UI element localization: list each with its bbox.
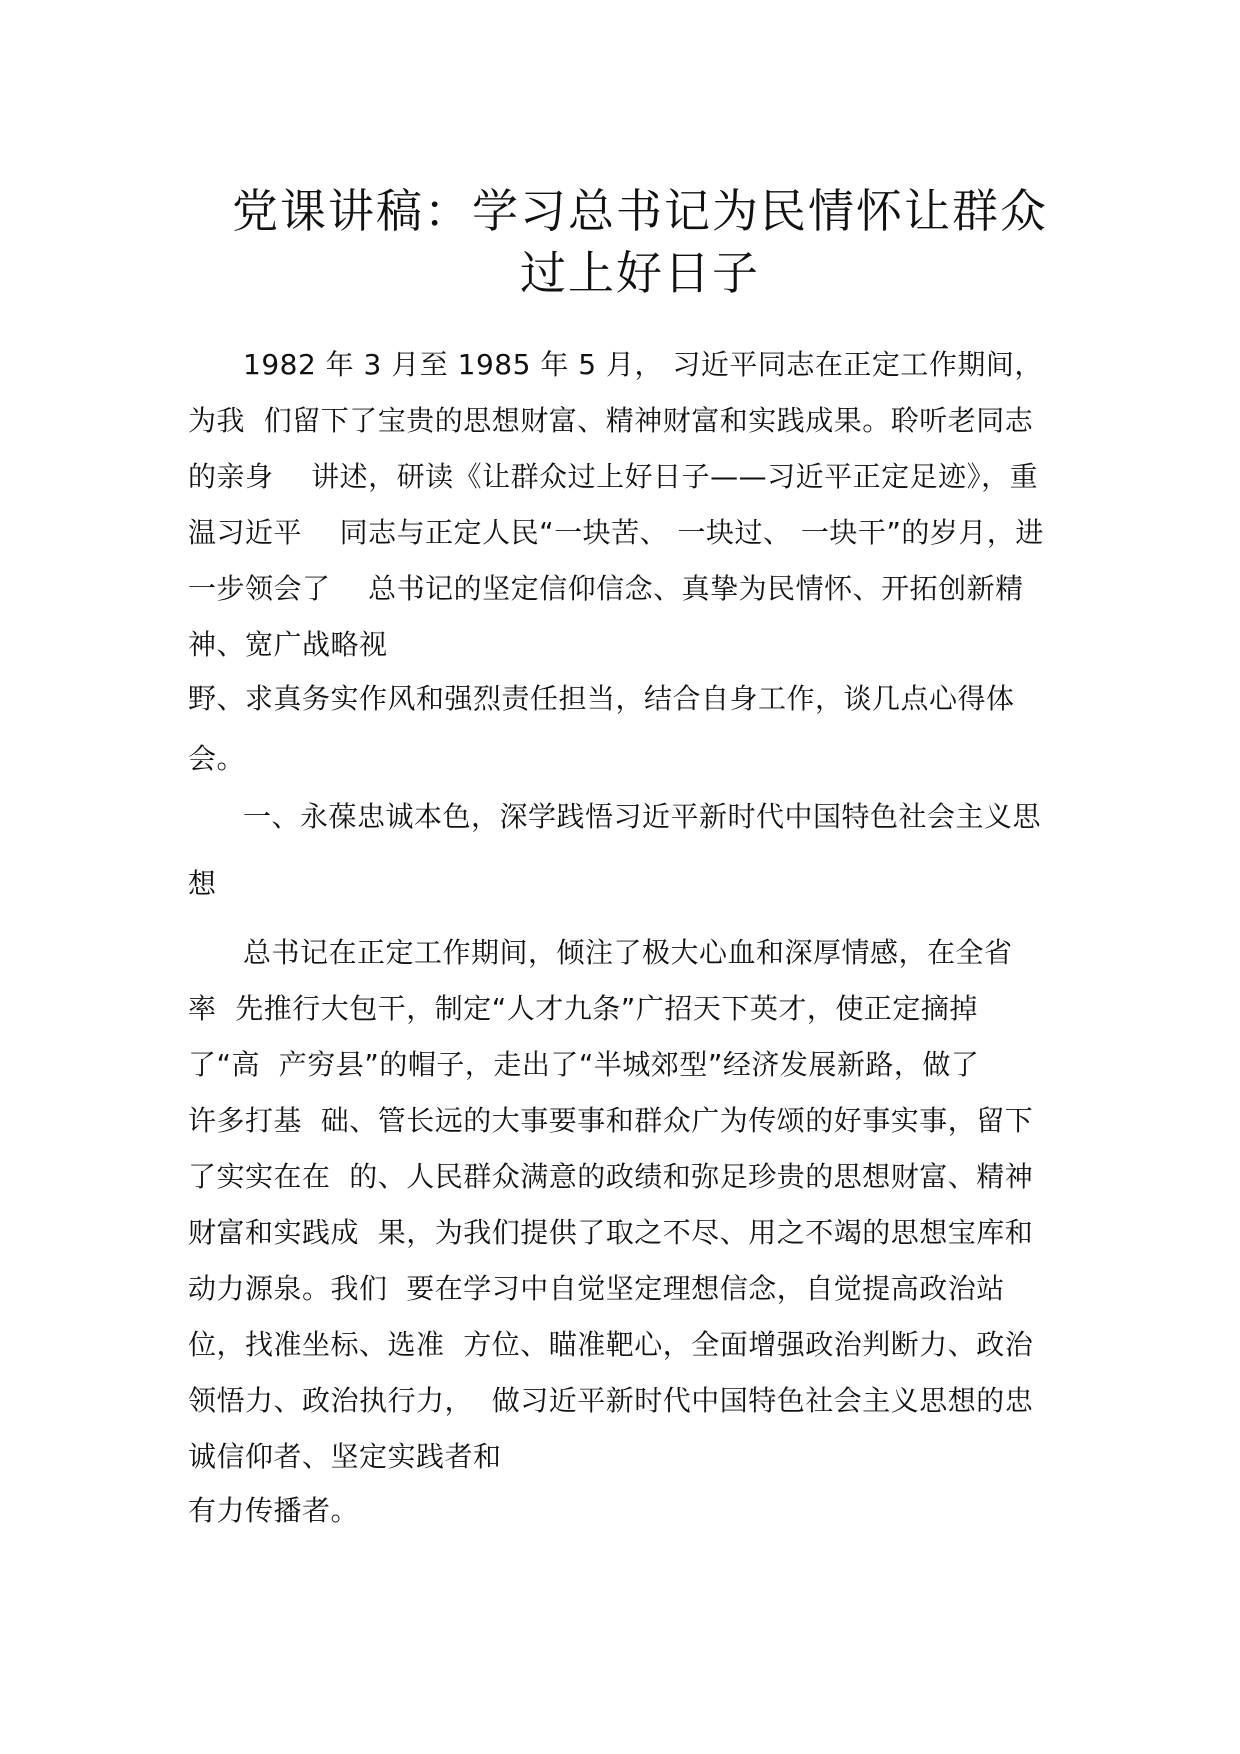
body-text-line: 1982 年 3 月至 1985 年 5 月， 习近平同志在正定工作期间， — [243, 348, 1043, 381]
body-text-line: 为我 们留下了宝贵的思想财富、精神财富和实践成果。聆听老同志 — [188, 404, 1034, 437]
body-text-line: 财富和实践成 果，为我们提供了取之不尽、用之不竭的思想宝库和 — [188, 1216, 1034, 1249]
body-text-line: 许多打基 础、管长远的大事要事和群众广为传颂的好事实事，留下 — [188, 1104, 1034, 1137]
body-text-line: 一步领会了 总书记的坚定信仰信念、真挚为民情怀、开拓创新精 — [188, 572, 1024, 605]
body-text-line: 总书记在正定工作期间，倾注了极大心血和深厚情感，在全省 — [243, 936, 1013, 969]
body-text-line: 动力源泉。我们 要在学习中自觉坚定理想信念，自觉提高政治站 — [188, 1272, 1005, 1305]
body-text-line: 了实实在在 的、人民群众满意的政绩和弥足珍贵的思想财富、精神 — [188, 1160, 1034, 1193]
body-text-line: 有力传播者。 — [188, 1494, 360, 1527]
body-text-line: 神、宽广战略视 — [188, 628, 388, 661]
body-text-line: 诚信仰者、坚定实践者和 — [188, 1440, 502, 1473]
section-heading-line: 一、永葆忠诚本色，深学践悟习近平新时代中国特色社会主义思 — [243, 800, 1042, 833]
body-text-line: 领悟力、政治执行力， 做习近平新时代中国特色社会主义思想的忠 — [188, 1384, 1034, 1417]
body-text-line: 了“高 产穷县”的帽子，走出了“半城郊型”经济发展新路，做了 — [188, 1048, 980, 1081]
body-text-line: 位，找准坐标、选准 方位、瞄准靶心，全面增强政治判断力、政治 — [188, 1328, 1034, 1361]
document-title-line-1: 党课讲稿：学习总书记为民情怀让群众 — [232, 184, 1048, 238]
body-text-line: 会。 — [188, 742, 246, 775]
document-title-line-2: 过上好日子 — [520, 246, 760, 300]
body-text-line: 率 先推行大包干，制定“人才九条”广招天下英才，使正定摘掉 — [188, 992, 978, 1025]
body-text-line: 温习近平 同志与正定人民“一块苦、 一块过、 一块干”的岁月，进 — [188, 516, 1044, 549]
section-heading-line: 想 — [188, 867, 217, 900]
body-text-line: 的亲身 讲述，研读《让群众过上好日子——习近平正定足迹》，重 — [188, 460, 1039, 493]
body-text-line: 野、求真务实作风和强烈责任担当，结合自身工作，谈几点心得体 — [188, 682, 1015, 715]
